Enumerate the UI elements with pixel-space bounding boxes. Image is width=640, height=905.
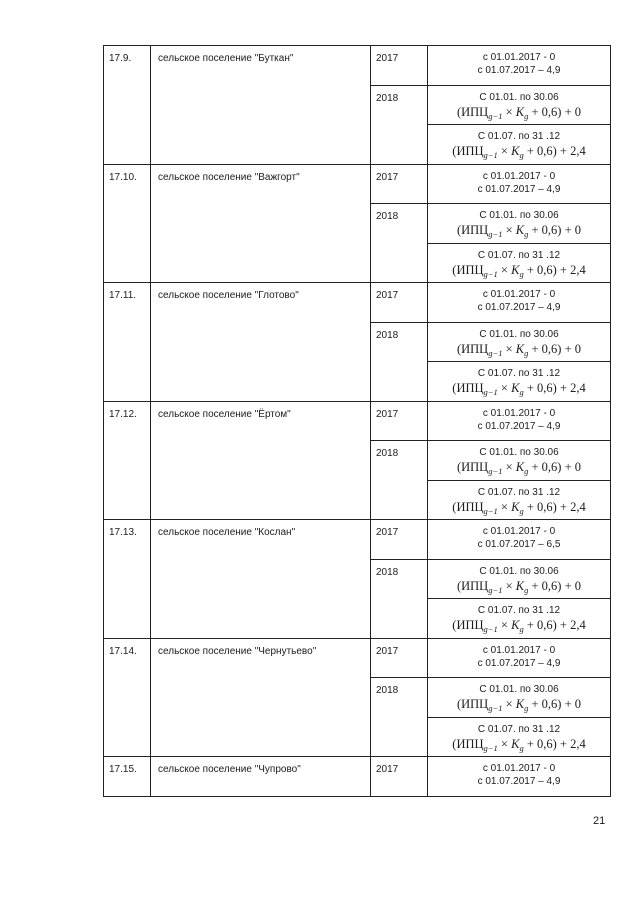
- formula-variable: K: [515, 460, 525, 474]
- rate-cell: [428, 164, 611, 204]
- formula: [430, 143, 608, 163]
- formula-variable: K: [511, 262, 520, 277]
- year-cell: 2018: [371, 322, 428, 401]
- year-cell: 2017: [371, 638, 428, 678]
- formula: [430, 499, 608, 519]
- formula-operator: ×: [497, 736, 512, 751]
- rate-line: с 01.07.2017 – 4,9: [477, 776, 561, 787]
- period-label: С 01.01. по 30.06: [479, 328, 559, 340]
- period-label: С 01.07. по 31 .12: [477, 723, 561, 735]
- formula: [430, 617, 608, 637]
- formula-variable: K: [515, 697, 525, 711]
- formula-operator: ×: [497, 144, 512, 158]
- period-cell: [428, 599, 611, 639]
- period-cell: [428, 678, 611, 718]
- table-row: [104, 757, 611, 797]
- year-cell: 2017: [371, 283, 428, 323]
- formula-tail: + 0,6) + 0: [528, 460, 582, 474]
- period-label: С 01.01. по 30.06: [479, 91, 559, 103]
- formula-subscript: g: [519, 387, 524, 397]
- formula-open-term: (ИПЦ: [456, 223, 489, 237]
- formula: [430, 380, 608, 400]
- formula: [430, 459, 608, 479]
- formula-operator: ×: [497, 262, 512, 277]
- formula-tail: + 0,6) + 0: [528, 578, 582, 593]
- period-cell: [428, 480, 611, 520]
- period-cell: [428, 204, 611, 244]
- rate-line: с 01.01.2017 - 0: [482, 52, 556, 63]
- table-row: [104, 164, 611, 204]
- settlement-name: сельское поселение "Чернутьево": [151, 638, 371, 757]
- period-cell: [428, 362, 611, 402]
- formula-operator: ×: [502, 578, 516, 593]
- formula-variable: K: [511, 499, 520, 514]
- formula-open-term: (ИПЦ: [456, 697, 489, 711]
- formula-tail: + 0,6) + 0: [528, 697, 582, 711]
- formula-operator: ×: [502, 460, 516, 474]
- year-cell: 2017: [371, 46, 428, 86]
- entry-number: 17.13.: [104, 520, 151, 639]
- rate-cell: [428, 638, 611, 678]
- period-cell: [428, 243, 611, 283]
- formula-subscript: g−1: [488, 229, 503, 239]
- rate-line: с 01.07.2017 – 4,9: [477, 420, 561, 432]
- year-cell: 2018: [371, 559, 428, 638]
- formula-subscript: g: [524, 347, 529, 358]
- formula-operator: ×: [502, 223, 516, 237]
- year-cell: 2017: [371, 757, 428, 797]
- period-cell: [428, 559, 611, 599]
- table-row: [104, 401, 611, 441]
- formula: [430, 578, 608, 598]
- period-label: С 01.07. по 31 .12: [477, 486, 561, 498]
- formula-tail: + 0,6) + 2,4: [523, 499, 586, 514]
- formula-subscript: g−1: [483, 150, 498, 160]
- formula: [430, 262, 608, 282]
- formula-tail: + 0,6) + 0: [528, 223, 582, 237]
- year-cell: 2017: [371, 401, 428, 441]
- year-cell: 2017: [371, 164, 428, 204]
- formula-open-term: (ИПЦ: [452, 499, 484, 514]
- period-label: С 01.07. по 31 .12: [477, 368, 561, 379]
- rate-line: с 01.07.2017 – 4,9: [477, 302, 561, 313]
- formula-tail: + 0,6) + 2,4: [523, 736, 586, 751]
- rate-line: с 01.01.2017 - 0: [482, 407, 556, 419]
- formula-variable: K: [515, 578, 525, 593]
- formula-subscript: g−1: [483, 624, 498, 634]
- formula-subscript: g: [519, 150, 524, 160]
- table-row: [104, 638, 611, 678]
- formula-tail: + 0,6) + 2,4: [523, 144, 586, 158]
- formula-subscript: g: [524, 703, 529, 713]
- formula-subscript: g: [524, 466, 529, 476]
- period-cell: [428, 441, 611, 481]
- rate-line: с 01.01.2017 - 0: [482, 170, 556, 182]
- formula-variable: K: [515, 223, 525, 237]
- formula-operator: ×: [502, 104, 516, 119]
- period-label: С 01.07. по 31 .12: [477, 249, 561, 261]
- formula-tail: + 0,6) + 2,4: [523, 618, 586, 632]
- formula-variable: K: [511, 381, 520, 395]
- settlement-name: сельское поселение "Буткан": [151, 46, 371, 165]
- period-label: С 01.01. по 30.06: [479, 210, 559, 221]
- year-cell: 2018: [371, 441, 428, 520]
- entry-number: 17.10.: [104, 164, 151, 283]
- rate-line: с 01.07.2017 – 6,5: [477, 539, 561, 550]
- formula-operator: ×: [497, 499, 512, 514]
- period-label: С 01.01. по 30.06: [479, 447, 559, 458]
- rate-line: с 01.01.2017 - 0: [482, 526, 556, 537]
- entry-number: 17.11.: [104, 283, 151, 402]
- table-row: [104, 46, 611, 86]
- year-cell: 2018: [371, 204, 428, 283]
- rate-line: с 01.07.2017 – 4,9: [477, 657, 561, 669]
- formula: [430, 696, 608, 716]
- rate-cell: [428, 401, 611, 441]
- formula-operator: ×: [502, 341, 516, 356]
- rate-cell: [428, 520, 611, 560]
- formula: [430, 222, 608, 242]
- rate-cell: [428, 283, 611, 323]
- formula-open-term: (ИПЦ: [452, 381, 484, 395]
- formula-subscript: g−1: [488, 110, 503, 121]
- entry-number: 17.9.: [104, 46, 151, 165]
- formula-subscript: g−1: [488, 584, 503, 595]
- rate-line: с 01.01.2017 - 0: [482, 289, 556, 300]
- entry-number: 17.15.: [104, 757, 151, 797]
- year-cell: 2017: [371, 520, 428, 560]
- formula-tail: + 0,6) + 2,4: [523, 262, 586, 277]
- settlement-name: сельское поселение "Чупрово": [151, 757, 371, 797]
- formula-subscript: g−1: [488, 466, 503, 476]
- period-label: С 01.01. по 30.06: [479, 684, 559, 695]
- formula-subscript: g−1: [483, 387, 498, 397]
- formula-open-term: (ИПЦ: [456, 578, 489, 593]
- formula-tail: + 0,6) + 0: [528, 104, 582, 119]
- entry-number: 17.12.: [104, 401, 151, 520]
- formula-open-term: (ИПЦ: [452, 144, 484, 158]
- formula-operator: ×: [502, 697, 516, 711]
- period-cell: [428, 717, 611, 757]
- formula-operator: ×: [497, 618, 512, 632]
- formula-tail: + 0,6) + 0: [528, 341, 582, 356]
- rate-line: с 01.01.2017 - 0: [482, 763, 556, 774]
- settlement-name: сельское поселение "Кослан": [151, 520, 371, 639]
- period-cell: [428, 322, 611, 362]
- formula-tail: + 0,6) + 2,4: [523, 381, 586, 395]
- table-row: [104, 520, 611, 560]
- rate-line: с 01.01.2017 - 0: [482, 644, 556, 656]
- formula-open-term: (ИПЦ: [456, 460, 489, 474]
- formula-open-term: (ИПЦ: [456, 341, 489, 356]
- page-number: 21: [593, 815, 606, 827]
- formula: [430, 341, 608, 361]
- formula-subscript: g−1: [483, 742, 498, 753]
- formula-open-term: (ИПЦ: [456, 104, 489, 119]
- entry-number: 17.14.: [104, 638, 151, 757]
- tariff-table: [103, 45, 611, 797]
- formula-subscript: g: [524, 229, 529, 239]
- formula-subscript: g−1: [488, 703, 503, 713]
- period-cell: [428, 85, 611, 125]
- rate-cell: [428, 757, 611, 797]
- table-body: [104, 46, 611, 797]
- settlement-name: сельское поселение "Важгорт": [151, 164, 371, 283]
- period-label: С 01.01. по 30.06: [479, 565, 559, 577]
- formula: [430, 736, 608, 756]
- formula-subscript: g−1: [483, 268, 498, 279]
- formula-operator: ×: [497, 381, 512, 395]
- formula-subscript: g−1: [488, 347, 503, 358]
- settlement-name: сельское поселение "Ёртом": [151, 401, 371, 520]
- period-label: С 01.07. по 31 .12: [477, 605, 561, 616]
- formula-subscript: g: [519, 505, 524, 516]
- period-cell: [428, 125, 611, 165]
- settlement-name: сельское поселение "Глотово": [151, 283, 371, 402]
- formula-variable: K: [515, 104, 525, 119]
- rate-line: с 01.07.2017 – 4,9: [477, 65, 561, 76]
- formula-subscript: g: [524, 584, 529, 595]
- rate-cell: [428, 46, 611, 86]
- year-cell: 2018: [371, 678, 428, 757]
- formula: [430, 104, 608, 124]
- formula-subscript: g: [519, 268, 524, 279]
- formula-variable: K: [511, 736, 520, 751]
- formula-subscript: g−1: [483, 505, 498, 516]
- rate-line: с 01.07.2017 – 4,9: [477, 183, 561, 195]
- table-row: [104, 283, 611, 323]
- formula-subscript: g: [519, 742, 524, 753]
- period-label: С 01.07. по 31 .12: [477, 131, 561, 142]
- formula-subscript: g: [519, 624, 524, 634]
- formula-open-term: (ИПЦ: [452, 736, 484, 751]
- formula-open-term: (ИПЦ: [452, 618, 484, 632]
- formula-variable: K: [515, 341, 525, 356]
- formula-variable: K: [511, 618, 520, 632]
- formula-open-term: (ИПЦ: [452, 262, 484, 277]
- year-cell: 2018: [371, 85, 428, 164]
- formula-variable: K: [511, 144, 520, 158]
- formula-subscript: g: [524, 110, 529, 121]
